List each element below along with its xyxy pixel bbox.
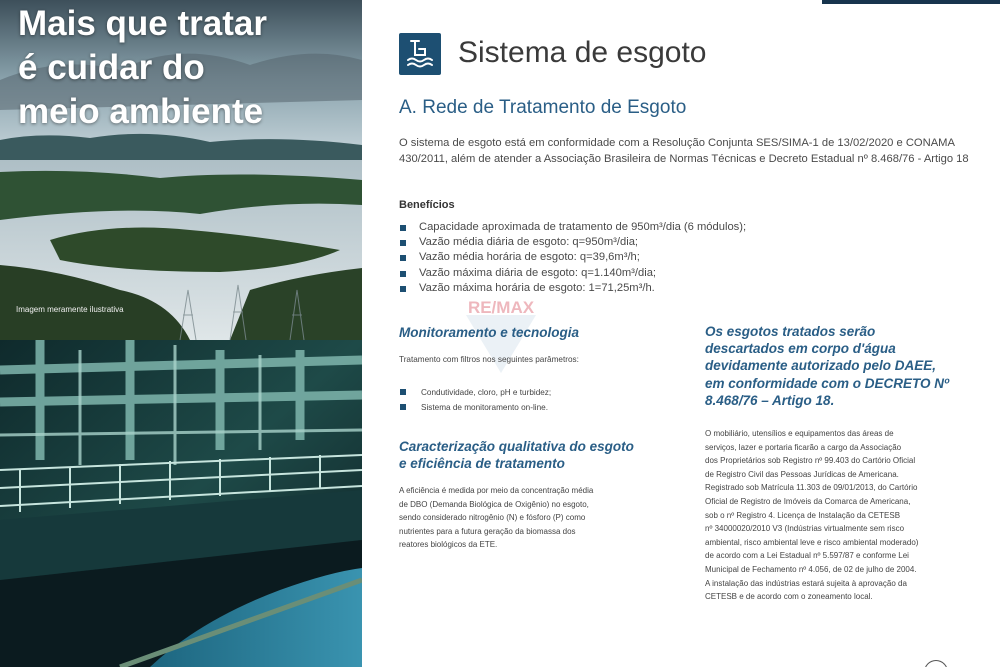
- body-line: de Registro Civil das Pessoas Jurídicas de Americana.: [705, 469, 899, 479]
- heading-line: Caracterização qualitativa do esgoto: [399, 439, 634, 454]
- list-item: Capacidade aproximada de tratamento de 950m³/dia (6 módulos);: [399, 220, 959, 235]
- top-accent-bar: [822, 0, 1000, 4]
- body-line: de DBO (Demanda Biológica de Oxigênio) no esgoto,: [399, 499, 589, 509]
- heading-line: Os esgotos tratados serão: [705, 324, 876, 339]
- body-line: dos Proprietários sob Registro nº 99.403 do Cartório Oficial: [705, 456, 916, 466]
- hero-title-line: meio ambiente: [18, 92, 264, 131]
- monitoring-intro: Tratamento com filtros nos seguintes parâmetros:: [399, 355, 579, 364]
- body-line: nº 34000020/2010 V3 (Indústrias virtualmente sem risco: [705, 524, 905, 534]
- heading-line: e eficiência de tratamento: [399, 456, 565, 471]
- discharge-heading: [705, 323, 995, 409]
- benefits-heading: Benefícios: [399, 199, 455, 211]
- list-item: Vazão máxima diária de esgoto: q=1.140m³/dia;: [399, 266, 959, 281]
- body-line: nutrientes para a futura geração da biomassa dos: [399, 526, 576, 536]
- page-corner-mark: [924, 660, 948, 667]
- benefits-list: [399, 220, 959, 296]
- body-line: serviços, lazer e portaria ficarão a cargo da Associação: [705, 442, 902, 452]
- characterization-heading: [399, 438, 689, 472]
- body-line: Registrado sob Matrícula 11.303 de 09/01/2013, do Cartório: [705, 483, 918, 493]
- body-line: O mobiliário, utensílios e equipamentos das áreas de: [705, 429, 894, 438]
- heading-line: 8.468/76 – Artigo 18.: [705, 392, 835, 408]
- image-caption: Imagem meramente ilustrativa: [16, 305, 124, 314]
- monitoring-list: [399, 385, 551, 415]
- body-line: Municipal de Fechamento nº 4.056, de 02 de julho de 2004.: [705, 564, 917, 574]
- body-line: Oficial de Registro de Imóveis da Comarca de Americana,: [705, 496, 911, 506]
- heading-line: em conformidade com o DECRETO Nº: [705, 375, 949, 391]
- body-line: reatores biológicos da ETE.: [399, 540, 498, 550]
- body-line: sob o nº Registro 4. Licença de Instalação da CETESB: [705, 510, 901, 520]
- list-item: Vazão média diária de esgoto: q=950m³/dia;: [399, 235, 959, 250]
- body-line: ambiental, risco ambiental leve e risco ambiental moderado): [705, 537, 919, 547]
- hero-title-line: Mais que tratar: [18, 4, 267, 43]
- body-line: A eficiência é medida por meio da concentração média: [399, 486, 594, 495]
- water-treatment-icon: [399, 33, 441, 75]
- intro-paragraph: O sistema de esgoto está em conformidade com a Resolução Conjunta SES/SIMA-1 de 13/02/2020 e CONAMA 430/2011, além de atender a Associação Brasileira de Normas Técnicas e Decreto Estadual nº 8.468/76 - Artigo 18: [399, 137, 969, 165]
- treatment-plant-photo: [0, 340, 362, 667]
- hero-title: [18, 2, 358, 134]
- section-subtitle: A. Rede de Tratamento de Esgoto: [399, 97, 687, 118]
- characterization-body: [399, 484, 649, 552]
- body-line: sendo considerado nitrogênio (N) e fósforo (P) como: [399, 513, 586, 523]
- section-title: Sistema de esgoto: [458, 36, 707, 69]
- discharge-body: [705, 427, 995, 604]
- list-item: Condutividade, cloro, pH e turbidez;: [399, 385, 551, 400]
- body-line: de acordo com a Lei Estadual nº 5.597/87 e conforme Lei: [705, 551, 909, 561]
- watermark-text: RE/MAX: [467, 298, 535, 317]
- heading-line: devidamente autorizado pelo DAEE,: [705, 358, 937, 374]
- hero-title-line: é cuidar do: [18, 48, 205, 87]
- body-line: A instalação das indústrias estará sujeita à aprovação da: [705, 578, 907, 588]
- monitoring-heading: Monitoramento e tecnologia: [399, 325, 580, 340]
- list-item: Vazão média horária de esgoto: q=39,6m³/h;: [399, 250, 959, 265]
- list-item: Vazão máxima horária de esgoto: 1=71,25m³/h.: [399, 281, 959, 296]
- heading-line: descartados em corpo d'água: [705, 341, 896, 357]
- body-line: CETESB e de acordo com o zoneamento local.: [705, 592, 873, 602]
- list-item: Sistema de monitoramento on-line.: [399, 400, 551, 415]
- hero-panel: [0, 0, 362, 667]
